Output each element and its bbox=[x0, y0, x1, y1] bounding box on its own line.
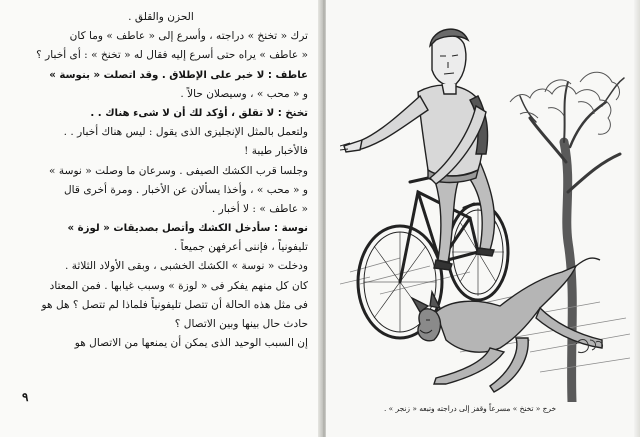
dialogue-line: نوسة : سأدخل الكشك وأتصل بصديقات « لوزة » bbox=[67, 223, 308, 235]
text-line: و « محب » ، وأخذا يسألان عن الأخبار . ومرة أخرى قال bbox=[63, 183, 308, 196]
body-text bbox=[14, 8, 308, 353]
dialogue-line: عاطف : لا خبر على الإطلاق . وقد اتصلت « بنوسة » bbox=[49, 69, 308, 81]
text-line: و « محب » ، وسيصلان حالاً . bbox=[180, 87, 308, 100]
text-line: إن السبب الوحيد الذى يمكن أن يمنعها من الاتصال هو bbox=[74, 337, 308, 350]
text-line: ودخلت « نوسة » الكشك الخشبى ، وبقى الأولاد الثلاثة . bbox=[64, 260, 308, 273]
text-line: حادث حال بينها وبين الاتصال ؟ bbox=[174, 318, 308, 330]
boy-head bbox=[430, 29, 468, 94]
text-line: تليفونياً ، فإننى أعرفهن جميعاً . bbox=[173, 241, 308, 254]
boy-on-bicycle-with-dog-illustration bbox=[340, 22, 630, 402]
boy-pointing-arm bbox=[340, 96, 428, 152]
text-line: « عاطف » يراه حتى أسرع إليه فقال له « تخنخ » : أى أخبار ؟ bbox=[36, 49, 308, 62]
dialogue-line: تخنخ : لا تقلق ، أؤكد لك أن لا شىء هناك . . bbox=[90, 107, 308, 119]
text-line: كان كل منهم يفكر فى « لوزة » وسبب غيابها . فمن المعتاد bbox=[49, 279, 308, 292]
tree-illustration bbox=[520, 78, 624, 402]
text-line: « عاطف » : لا أخبار . bbox=[211, 202, 308, 215]
text-line: الحزن والقلق . bbox=[128, 11, 194, 23]
page-number: ٩ bbox=[22, 390, 29, 404]
text-line: ولتعمل بالمثل الإنجليزى الذى يقول : ليس هناك أخبار . . bbox=[63, 126, 308, 139]
page-edge bbox=[634, 0, 640, 437]
text-line: ترك « تخنخ » دراجته ، وأسرع إلى « عاطف » وما كان bbox=[69, 30, 308, 43]
text-line: وجلسا قرب الكشك الصيفى . وسرعان ما وصلت « نوسة » bbox=[49, 164, 308, 177]
text-line: فالأخبار طيبة ! bbox=[244, 145, 308, 158]
text-line: فى مثل هذه الحالة أن تتصل تليفونياً فلماذا لم تتصل ؟ هل هو bbox=[41, 298, 308, 311]
illustration-caption: خرج « تخنخ » مسرعاً وقفز إلى دراجته وتبعه « زنجر » . bbox=[383, 404, 557, 413]
